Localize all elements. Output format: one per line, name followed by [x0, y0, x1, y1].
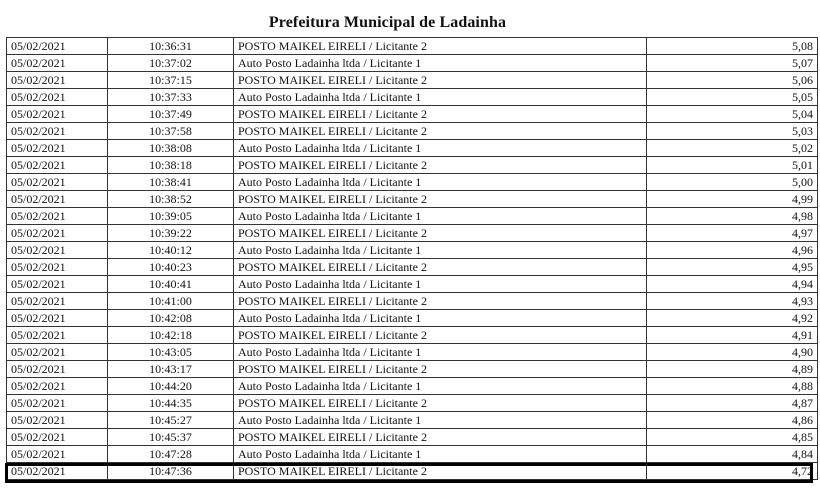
table-row [7, 140, 818, 157]
table-row [7, 38, 818, 55]
bidder-cell: Auto Posto Ladainha ltda / Licitante 1 [234, 208, 647, 225]
value-cell: 4,85 [647, 429, 818, 446]
date-cell: 05/02/2021 [7, 327, 108, 344]
value-cell: 4,84 [647, 446, 818, 463]
table-row [7, 378, 818, 395]
document-title: Prefeitura Municipal de Ladainha [268, 14, 507, 31]
bidder-cell: Auto Posto Ladainha ltda / Licitante 1 [234, 446, 647, 463]
value-cell: 4,87 [647, 395, 818, 412]
time-cell: 10:38:18 [108, 157, 234, 174]
date-cell: 05/02/2021 [7, 140, 108, 157]
table-row [7, 310, 818, 327]
value-cell: 4,97 [647, 225, 818, 242]
bidder-cell: POSTO MAIKEL EIRELI / Licitante 2 [234, 259, 647, 276]
time-cell: 10:39:05 [108, 208, 234, 225]
time-cell: 10:43:17 [108, 361, 234, 378]
bidder-cell: POSTO MAIKEL EIRELI / Licitante 2 [234, 395, 647, 412]
bidder-cell: Auto Posto Ladainha ltda / Licitante 1 [234, 412, 647, 429]
bidder-cell: POSTO MAIKEL EIRELI / Licitante 2 [234, 38, 647, 55]
bids-table [6, 37, 818, 480]
bidder-cell: Auto Posto Ladainha ltda / Licitante 1 [234, 242, 647, 259]
value-cell: 5,05 [647, 89, 818, 106]
value-cell: 4,88 [647, 378, 818, 395]
time-cell: 10:39:22 [108, 225, 234, 242]
date-cell: 05/02/2021 [7, 55, 108, 72]
date-cell: 05/02/2021 [7, 276, 108, 293]
time-cell: 10:40:12 [108, 242, 234, 259]
table-row [7, 225, 818, 242]
value-cell: 5,00 [647, 174, 818, 191]
bidder-cell: POSTO MAIKEL EIRELI / Licitante 2 [234, 191, 647, 208]
time-cell: 10:38:52 [108, 191, 234, 208]
table-row [7, 293, 818, 310]
time-cell: 10:42:18 [108, 327, 234, 344]
bidder-cell: Auto Posto Ladainha ltda / Licitante 1 [234, 276, 647, 293]
bidder-cell: POSTO MAIKEL EIRELI / Licitante 2 [234, 123, 647, 140]
time-cell: 10:38:08 [108, 140, 234, 157]
time-cell: 10:37:58 [108, 123, 234, 140]
bidder-cell: POSTO MAIKEL EIRELI / Licitante 2 [234, 361, 647, 378]
date-cell: 05/02/2021 [7, 174, 108, 191]
bidder-cell: POSTO MAIKEL EIRELI / Licitante 2 [234, 327, 647, 344]
value-cell: 5,02 [647, 140, 818, 157]
table-row [7, 157, 818, 174]
bidder-cell: Auto Posto Ladainha ltda / Licitante 1 [234, 344, 647, 361]
value-cell: 4,86 [647, 412, 818, 429]
value-cell: 4,99 [647, 191, 818, 208]
date-cell: 05/02/2021 [7, 446, 108, 463]
date-cell: 05/02/2021 [7, 38, 108, 55]
table-row [7, 259, 818, 276]
time-cell: 10:45:37 [108, 429, 234, 446]
time-cell: 10:38:41 [108, 174, 234, 191]
table-row [7, 72, 818, 89]
time-cell: 10:47:36 [108, 463, 234, 480]
value-cell: 4,95 [647, 259, 818, 276]
bidder-cell: POSTO MAIKEL EIRELI / Licitante 2 [234, 157, 647, 174]
table-row [7, 429, 818, 446]
time-cell: 10:37:33 [108, 89, 234, 106]
date-cell: 05/02/2021 [7, 208, 108, 225]
date-cell: 05/02/2021 [7, 72, 108, 89]
time-cell: 10:47:28 [108, 446, 234, 463]
bidder-cell: POSTO MAIKEL EIRELI / Licitante 2 [234, 429, 647, 446]
table-row [7, 106, 818, 123]
time-cell: 10:40:41 [108, 276, 234, 293]
date-cell: 05/02/2021 [7, 123, 108, 140]
value-cell: 4,94 [647, 276, 818, 293]
date-cell: 05/02/2021 [7, 259, 108, 276]
value-cell: 5,01 [647, 157, 818, 174]
table-row [7, 395, 818, 412]
table-row [7, 344, 818, 361]
value-cell: 5,08 [647, 38, 818, 55]
time-cell: 10:42:08 [108, 310, 234, 327]
date-cell: 05/02/2021 [7, 225, 108, 242]
table-row [7, 463, 818, 480]
date-cell: 05/02/2021 [7, 89, 108, 106]
bidder-cell: Auto Posto Ladainha ltda / Licitante 1 [234, 89, 647, 106]
bidder-cell: POSTO MAIKEL EIRELI / Licitante 2 [234, 225, 647, 242]
time-cell: 10:40:23 [108, 259, 234, 276]
value-cell: 5,07 [647, 55, 818, 72]
time-cell: 10:43:05 [108, 344, 234, 361]
table-row [7, 55, 818, 72]
value-cell: 5,04 [647, 106, 818, 123]
date-cell: 05/02/2021 [7, 293, 108, 310]
table-row [7, 208, 818, 225]
date-cell: 05/02/2021 [7, 157, 108, 174]
bidder-cell: POSTO MAIKEL EIRELI / Licitante 2 [234, 72, 647, 89]
table-row [7, 446, 818, 463]
bids-table-body [7, 38, 818, 480]
date-cell: 05/02/2021 [7, 106, 108, 123]
table-row [7, 361, 818, 378]
value-cell: 4,96 [647, 242, 818, 259]
table-row [7, 412, 818, 429]
value-cell: 5,06 [647, 72, 818, 89]
date-cell: 05/02/2021 [7, 395, 108, 412]
value-cell: 5,03 [647, 123, 818, 140]
date-cell: 05/02/2021 [7, 344, 108, 361]
time-cell: 10:36:31 [108, 38, 234, 55]
time-cell: 10:37:15 [108, 72, 234, 89]
value-cell: 4,90 [647, 344, 818, 361]
value-cell: 4,72 [647, 463, 818, 480]
time-cell: 10:44:20 [108, 378, 234, 395]
date-cell: 05/02/2021 [7, 310, 108, 327]
bidder-cell: POSTO MAIKEL EIRELI / Licitante 2 [234, 106, 647, 123]
date-cell: 05/02/2021 [7, 242, 108, 259]
bidder-cell: Auto Posto Ladainha ltda / Licitante 1 [234, 378, 647, 395]
table-row [7, 174, 818, 191]
time-cell: 10:41:00 [108, 293, 234, 310]
table-row [7, 89, 818, 106]
date-cell: 05/02/2021 [7, 412, 108, 429]
bidder-cell: Auto Posto Ladainha ltda / Licitante 1 [234, 310, 647, 327]
bidder-cell: Auto Posto Ladainha ltda / Licitante 1 [234, 55, 647, 72]
bidder-cell: Auto Posto Ladainha ltda / Licitante 1 [234, 174, 647, 191]
value-cell: 4,98 [647, 208, 818, 225]
time-cell: 10:44:35 [108, 395, 234, 412]
bidder-cell: POSTO MAIKEL EIRELI / Licitante 2 [234, 463, 647, 480]
table-row [7, 123, 818, 140]
table-row [7, 327, 818, 344]
time-cell: 10:37:49 [108, 106, 234, 123]
date-cell: 05/02/2021 [7, 378, 108, 395]
bidder-cell: Auto Posto Ladainha ltda / Licitante 1 [234, 140, 647, 157]
table-row [7, 242, 818, 259]
time-cell: 10:45:27 [108, 412, 234, 429]
value-cell: 4,89 [647, 361, 818, 378]
value-cell: 4,91 [647, 327, 818, 344]
time-cell: 10:37:02 [108, 55, 234, 72]
value-cell: 4,92 [647, 310, 818, 327]
date-cell: 05/02/2021 [7, 429, 108, 446]
bidder-cell: POSTO MAIKEL EIRELI / Licitante 2 [234, 293, 647, 310]
table-row [7, 191, 818, 208]
date-cell: 05/02/2021 [7, 191, 108, 208]
date-cell: 05/02/2021 [7, 361, 108, 378]
table-row [7, 276, 818, 293]
date-cell: 05/02/2021 [7, 463, 108, 480]
value-cell: 4,93 [647, 293, 818, 310]
